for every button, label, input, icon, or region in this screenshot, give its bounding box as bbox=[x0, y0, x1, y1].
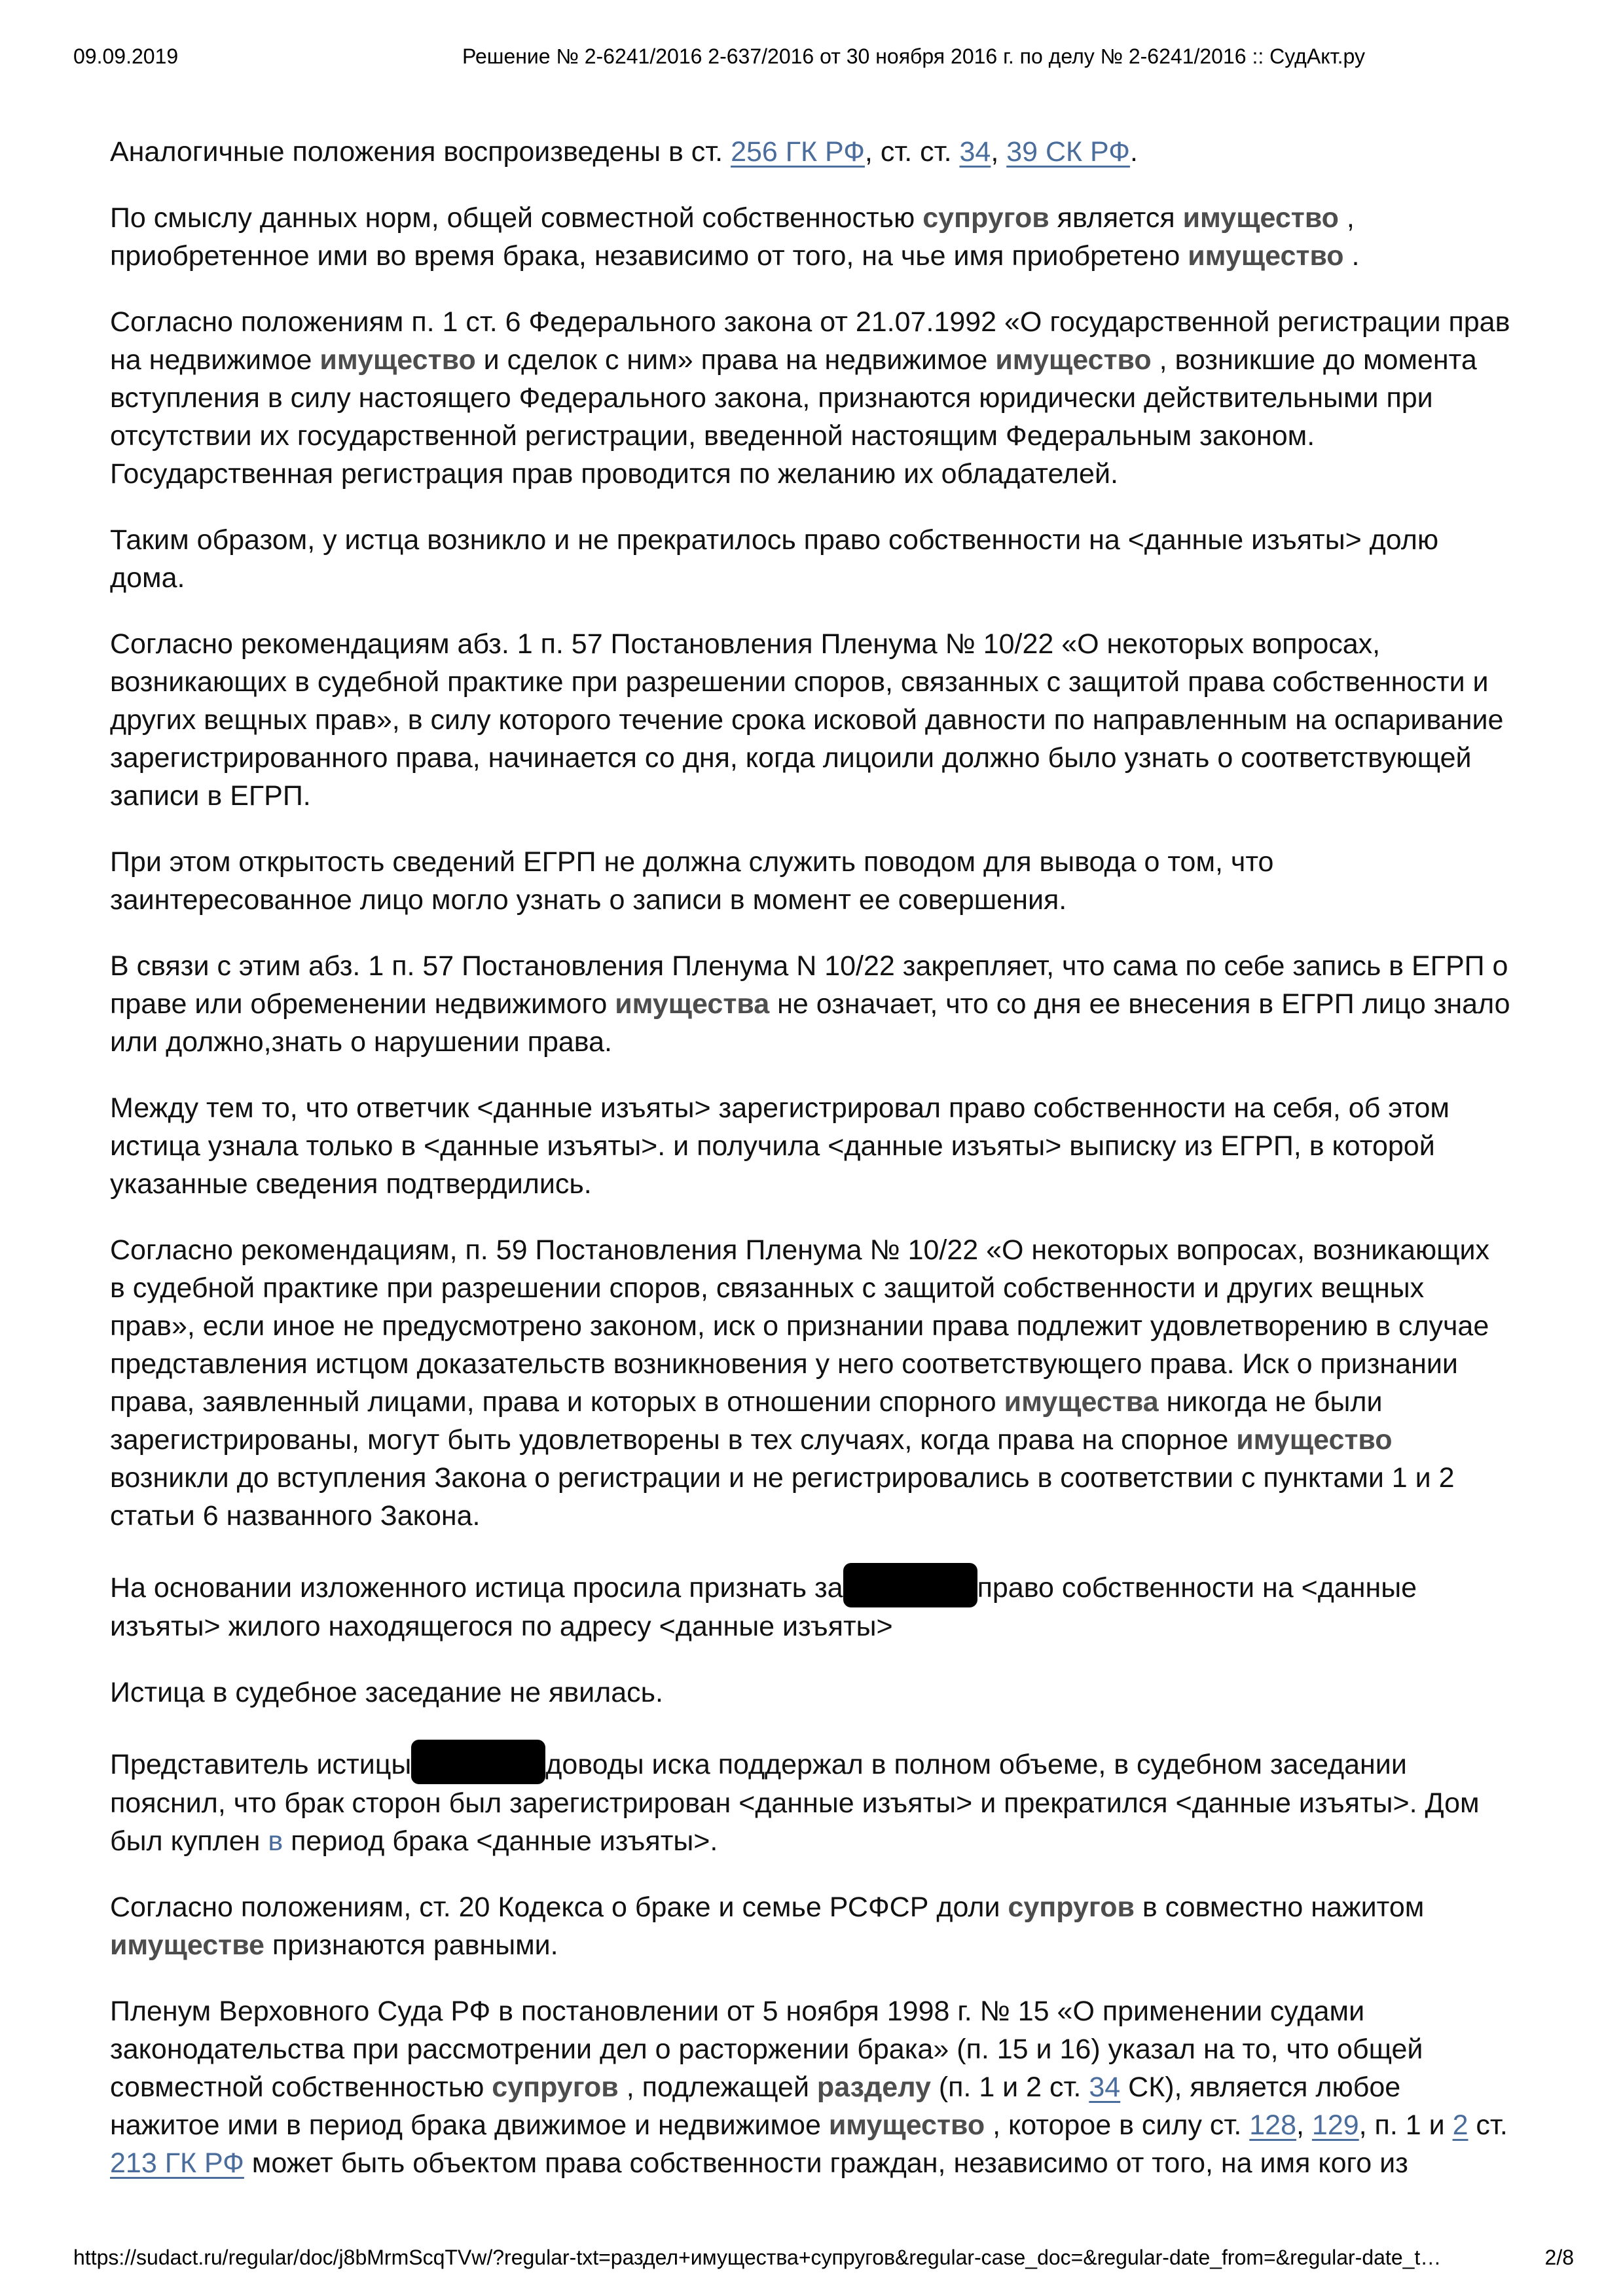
text-run: право собственности на <данные изъяты> жилого находящегося по адресу <данные изъяты> bbox=[110, 1572, 1417, 1642]
highlighted-term: имущество bbox=[1236, 1424, 1393, 1456]
text-run: , приобретенное ими во время брака, независимо от того, на чье имя приобретено bbox=[110, 202, 1355, 272]
paragraph bbox=[110, 521, 1512, 597]
text-run: никогда не были зарегистрированы, могут быть удовлетворены в тех случаях, когда права на спорное bbox=[110, 1386, 1383, 1456]
text-run: Между тем то, что ответчик <данные изъяты> зарегистрировал право собственности на себя, об этом истица узнала только в <данные изъяты>. и получила <данные изъяты> выписку из ЕГРП, в которой указанные сведения подтвердились. bbox=[110, 1092, 1450, 1200]
inline-link[interactable]: 128 bbox=[1249, 2109, 1296, 2141]
text-run: и сделок с ним» права на недвижимое bbox=[475, 344, 996, 376]
text-run: Согласно рекомендациям абз. 1 п. 57 Постановления Пленума № 10/22 «О некоторых вопросах, возникающих в судебной практике при разрешении споров, связанных с защитой права собственности и других вещных прав», в силу которого течение срока исковой давности по направленным на оспаривание зарегистрированного права, начинается со дня, когда лицоили должно было узнать о соответствующей записи в ЕГРП. bbox=[110, 628, 1504, 812]
text-run: не означает, что со дня ее внесения в ЕГРП лицо знало или должно,знать о нарушении права. bbox=[110, 988, 1510, 1058]
text-run: СК), является любое нажитое ими в период брака движимое и недвижимое bbox=[110, 2072, 1401, 2141]
highlighted-term: имущества bbox=[1004, 1386, 1159, 1418]
paragraph bbox=[110, 1740, 1512, 1860]
paragraph bbox=[110, 1563, 1512, 1645]
page-indicator: 2/8 bbox=[1544, 2246, 1574, 2269]
text-run: Таким образом, у истца возникло и не прекратилось право собственности на <данные изъяты> долю дома. bbox=[110, 524, 1439, 594]
print-date: 09.09.2019 bbox=[73, 45, 179, 68]
text-run: Пленум Верховного Суда РФ в постановлении от 5 ноября 1998 г. № 15 «О применении судами законодательства при рассмотрении дел о расторжении брака» (п. 15 и 16) указал на то, что общей совместной собственностью bbox=[110, 1996, 1423, 2103]
text-run: является bbox=[1049, 202, 1183, 234]
inline-link[interactable]: 34 bbox=[959, 136, 991, 168]
highlighted-term: имущество bbox=[1182, 202, 1339, 234]
highlighted-term: супругов bbox=[922, 202, 1049, 234]
text-run: признаются равными. bbox=[264, 1929, 558, 1961]
footer-url: https://sudact.ru/regular/doc/j8bMrmScqTVw/?regular-txt=раздел+имущества+супругов&regular-case_doc=&regular-date_from=&regular-date_t… bbox=[73, 2246, 1442, 2269]
paragraph bbox=[110, 199, 1512, 275]
text-run: При этом открытость сведений ЕГРП не должна служить поводом для вывода о том, что заинтересованное лицо могло узнать о записи в момент ее совершения. bbox=[110, 846, 1274, 916]
highlighted-term: имущество bbox=[995, 344, 1152, 376]
page-title: Решение № 2-6241/2016 2-637/2016 от 30 ноября 2016 г. по делу № 2-6241/2016 :: СудАкт.ру bbox=[462, 45, 1365, 68]
paragraph bbox=[110, 947, 1512, 1061]
text-run: период брака <данные изъяты>. bbox=[283, 1825, 718, 1857]
highlighted-term: супругов bbox=[1008, 1892, 1135, 1923]
inline-link[interactable]: в bbox=[268, 1825, 283, 1857]
paragraph bbox=[110, 133, 1512, 171]
text-run: По смыслу данных норм, общей совместной собственностью bbox=[110, 202, 923, 234]
paragraph bbox=[110, 303, 1512, 493]
paragraph bbox=[110, 625, 1512, 815]
inline-link[interactable]: 34 bbox=[1089, 2072, 1121, 2103]
text-run: , возникшие до момента вступления в силу настоящего Федерального закона, признаются юридически действительными при отсутствии их государственной регистрации, введенной настоящим Федеральным законом. Государственная регистрация прав проводится по желанию их обладателей. bbox=[110, 344, 1477, 490]
redaction-box bbox=[411, 1740, 545, 1784]
paragraph bbox=[110, 1992, 1512, 2182]
paragraph bbox=[110, 1888, 1512, 1964]
inline-link[interactable]: 129 bbox=[1311, 2109, 1359, 2141]
text-run: Согласно положениям п. 1 ст. 6 Федерального закона от 21.07.1992 «О государственной регистрации прав на недвижимое bbox=[110, 306, 1510, 376]
text-run: , bbox=[1296, 2109, 1312, 2141]
paragraph bbox=[110, 843, 1512, 919]
text-run: в совместно нажитом bbox=[1134, 1892, 1425, 1923]
inline-link[interactable]: 39 СК РФ bbox=[1006, 136, 1130, 168]
text-run: . bbox=[1129, 136, 1138, 168]
text-run: На основании изложенного истица просила признать за bbox=[110, 1572, 843, 1604]
text-run: (п. 1 и 2 ст. bbox=[930, 2072, 1089, 2103]
inline-link[interactable]: 213 ГК РФ bbox=[110, 2147, 244, 2179]
inline-link[interactable]: 2 bbox=[1452, 2109, 1468, 2141]
paragraph bbox=[110, 1231, 1512, 1535]
text-run: , bbox=[991, 136, 1007, 168]
redaction-box bbox=[843, 1563, 977, 1607]
text-run: доводы иска поддержал в полном объеме, в судебном заседании пояснил, что брак сторон был зарегистрирован <данные изъяты> и прекратился <данные изъяты>. Дом был куплен bbox=[110, 1749, 1480, 1857]
paragraph bbox=[110, 1674, 1512, 1712]
text-run: Согласно положениям, ст. 20 Кодекса о браке и семье РСФСР доли bbox=[110, 1892, 1008, 1923]
text-run: В связи с этим абз. 1 п. 57 Постановления Пленума N 10/22 закрепляет, что сама по себе запись в ЕГРП о праве или обременении недвижимого bbox=[110, 950, 1508, 1020]
text-run: , которое в силу ст. bbox=[985, 2109, 1250, 2141]
highlighted-term: имущества bbox=[615, 988, 770, 1020]
text-run: ст. bbox=[1468, 2109, 1508, 2141]
document-body bbox=[110, 105, 1512, 2210]
text-run: Согласно рекомендациям, п. 59 Постановления Пленума № 10/22 «О некоторых вопросах, возникающих в судебной практике при разрешении споров, связанных с защитой собственности и других вещных прав», если иное не предусмотрено законом, иск о признании права подлежит удовлетворению в случае представления истцом доказательств возникновения у него соответствующего права. Иск о признании права, заявленный лицами, права и которых в отношении спорного bbox=[110, 1234, 1490, 1418]
highlighted-term: супругов bbox=[492, 2072, 619, 2103]
inline-link[interactable]: 256 ГК РФ bbox=[731, 136, 865, 168]
text-run: Представитель истицы bbox=[110, 1749, 412, 1780]
text-run: возникли до вступления Закона о регистрации и не регистрировались в соответствии с пунктами 1 и 2 статьи 6 названного Закона. bbox=[110, 1462, 1455, 1532]
print-footer bbox=[73, 2246, 1574, 2270]
print-header bbox=[73, 45, 1574, 73]
highlighted-term: имущество bbox=[1188, 240, 1344, 272]
paragraph bbox=[110, 1089, 1512, 1203]
highlighted-term: имущество bbox=[828, 2109, 985, 2141]
highlighted-term: имуществе bbox=[110, 1929, 264, 1961]
highlighted-term: разделу bbox=[816, 2072, 931, 2103]
text-run: , подлежащей bbox=[618, 2072, 817, 2103]
text-run: Истица в судебное заседание не явилась. bbox=[110, 1677, 663, 1708]
text-run: , п. 1 и bbox=[1359, 2109, 1453, 2141]
text-run: . bbox=[1343, 240, 1360, 272]
text-run: , ст. ст. bbox=[864, 136, 960, 168]
text-run: может быть объектом права собственности граждан, независимо от того, на имя кого из bbox=[244, 2147, 1408, 2179]
highlighted-term: имущество bbox=[319, 344, 476, 376]
text-run: Аналогичные положения воспроизведены в ст. bbox=[110, 136, 731, 168]
